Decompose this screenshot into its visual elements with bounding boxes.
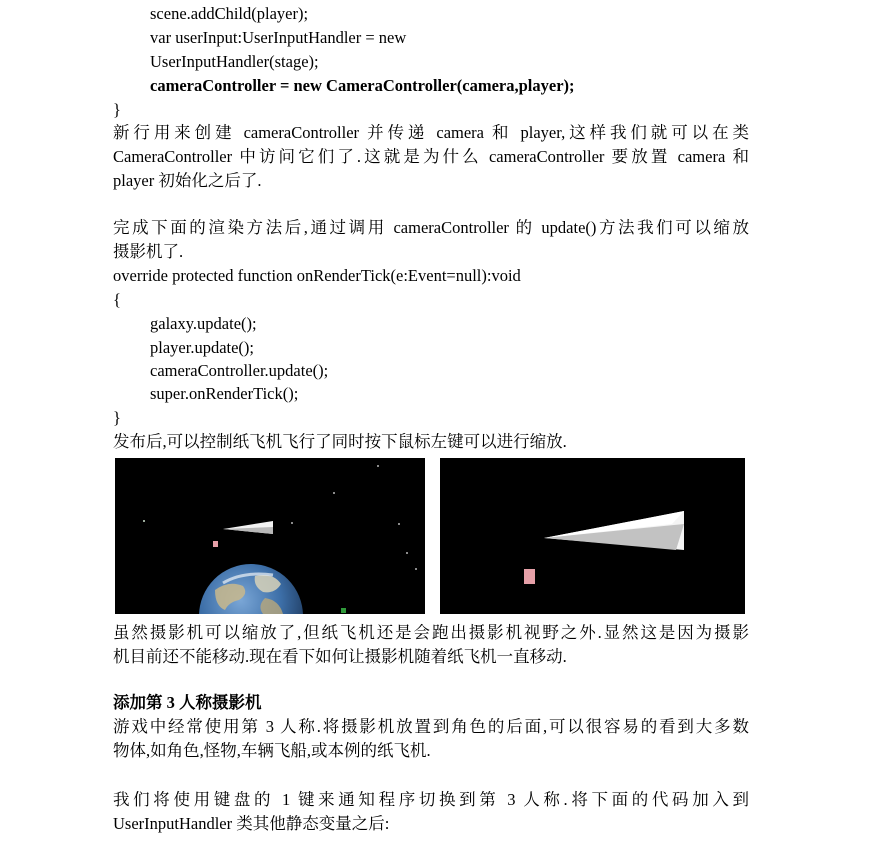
code-brace: } <box>113 408 121 427</box>
code-brace: } <box>113 100 121 119</box>
paragraph-line: UserInputHandler 类其他静态变量之后: <box>113 814 390 833</box>
paragraph-line: CameraController 中访问它们了.这就是为什么 cameraController 要放置 camera 和 <box>113 147 749 166</box>
code-line: player.update(); <box>150 338 254 357</box>
paragraph-line: 发布后,可以控制纸飞机飞行了同时按下鼠标左键可以进行缩放. <box>113 432 567 451</box>
paragraph-line: 完成下面的渲染方法后,通过调用 cameraController 的 update()方法我们可以缩放 <box>113 218 749 237</box>
plane-closeup-scene <box>440 458 745 614</box>
section-heading: 添加第 3 人称摄影机 <box>113 693 262 712</box>
paragraph-line: 游戏中经常使用第 3 人称.将摄影机放置到角色的后面,可以很容易的看到大多数 <box>113 717 749 736</box>
screenshot-zoomed-in <box>440 458 745 614</box>
paragraph-line: 机目前还不能移动.现在看下如何让摄影机随着纸飞机一直移动. <box>113 647 567 666</box>
paragraph-line: 我们将使用键盘的 1 键来通知程序切换到第 3 人称.将下面的代码加入到 <box>113 790 749 809</box>
paragraph-line: 摄影机了. <box>113 242 184 261</box>
code-line: UserInputHandler(stage); <box>150 52 319 71</box>
green-marker <box>341 608 346 613</box>
code-line: scene.addChild(player); <box>150 4 309 23</box>
earth-planet <box>199 564 303 614</box>
code-brace: { <box>113 290 121 309</box>
code-line: override protected function onRenderTick(e:Event=null):void <box>113 266 521 285</box>
paragraph-line: 虽然摄影机可以缩放了,但纸飞机还是会跑出摄影机视野之外.显然这是因为摄影 <box>113 623 749 642</box>
screenshot-zoomed-out <box>115 458 425 614</box>
target-box <box>213 541 218 547</box>
paragraph-line: player 初始化之后了. <box>113 171 262 190</box>
code-line-highlighted: cameraController = new CameraController(camera,player); <box>150 76 575 95</box>
code-line: galaxy.update(); <box>150 314 257 333</box>
paragraph-line: 新行用来创建 cameraController 并传递 camera 和 player,这样我们就可以在类 <box>113 123 749 142</box>
code-line: cameraController.update(); <box>150 361 329 380</box>
code-line: super.onRenderTick(); <box>150 384 299 403</box>
earth-plane-scene <box>115 458 425 614</box>
code-line: var userInput:UserInputHandler = new <box>150 28 407 47</box>
paragraph-line: 物体,如角色,怪物,车辆飞船,或本例的纸飞机. <box>113 741 431 760</box>
target-box <box>524 569 535 584</box>
